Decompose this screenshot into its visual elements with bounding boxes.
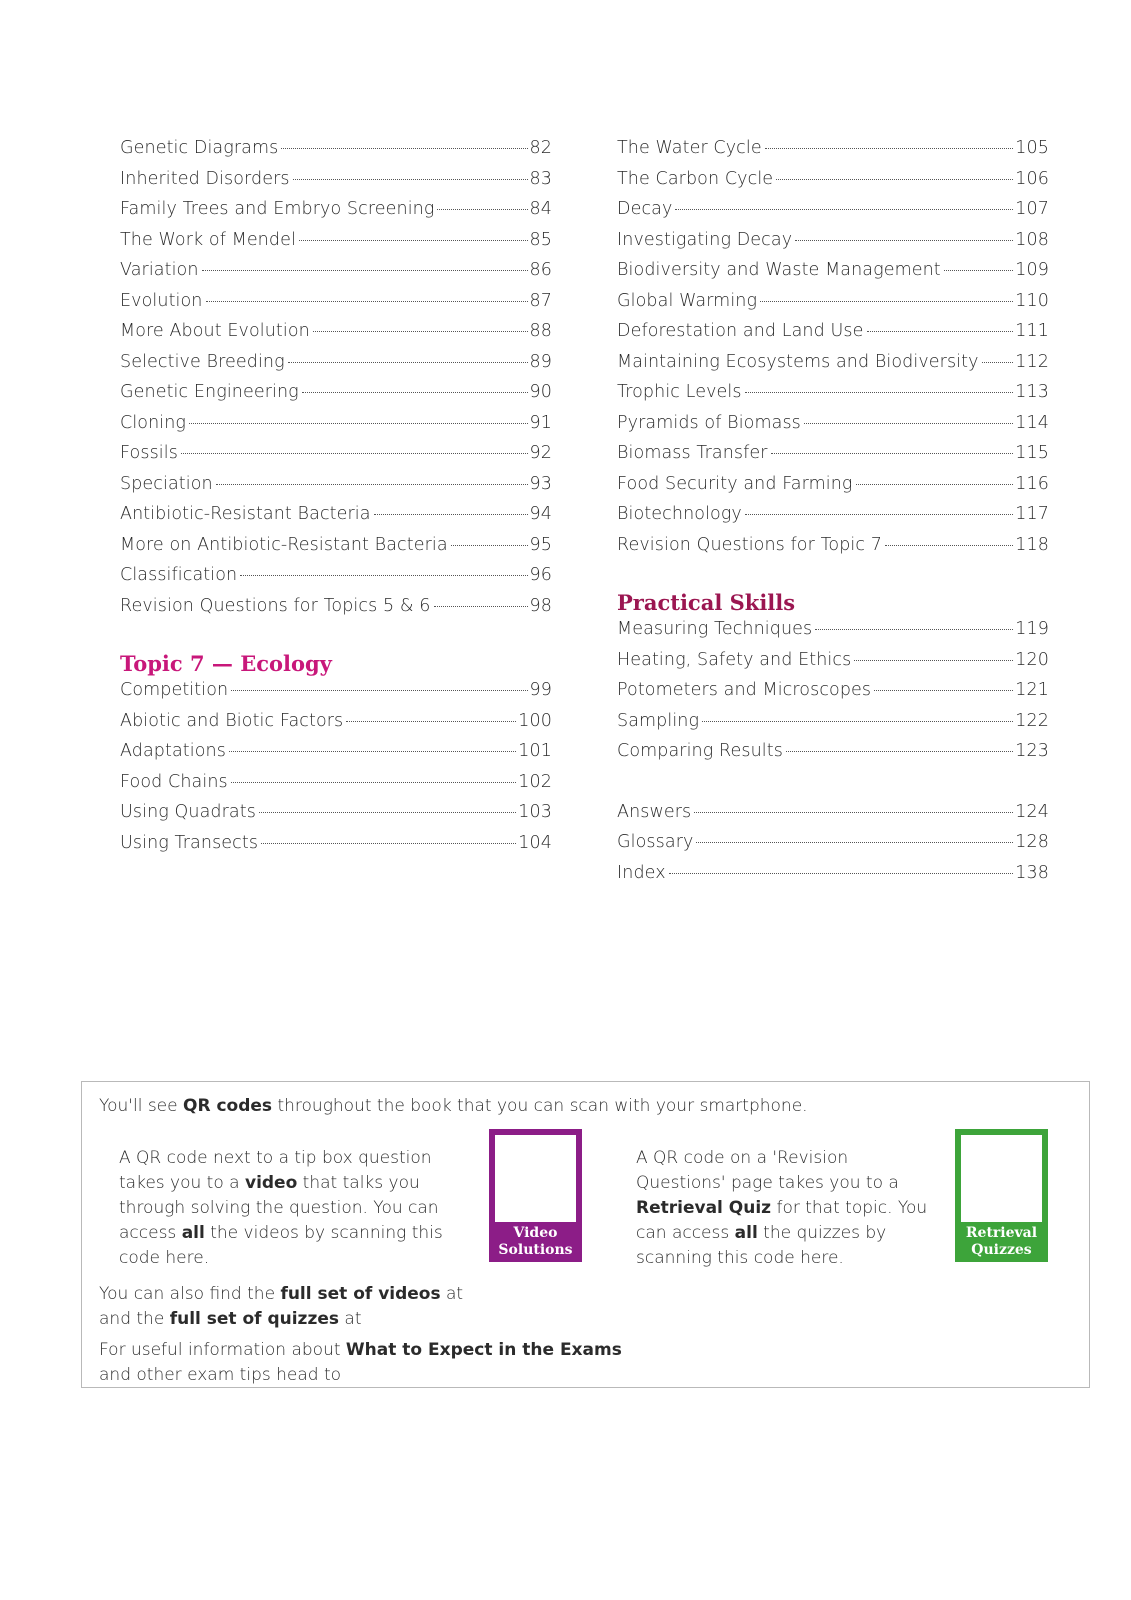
toc-entry-title: Genetic Engineering: [120, 382, 299, 402]
text-bold: full set of videos: [280, 1284, 441, 1304]
toc-entry[interactable]: [617, 535, 1049, 566]
toc-entry-title: Evolution: [120, 290, 203, 311]
toc-entry[interactable]: [617, 291, 1049, 322]
toc-entry[interactable]: [120, 741, 552, 772]
toc-entry-page: 83: [529, 168, 552, 189]
toc-entry-title: Competition: [120, 680, 229, 700]
toc-entry-title: Answers: [617, 801, 692, 822]
text: A QR code on a 'Revision Questions' page takes you to a: [636, 1148, 899, 1193]
toc-entry-title: Revision Questions for Topic 7: [617, 534, 882, 555]
dot-leader: [675, 209, 1013, 210]
toc-entry-page: 82: [529, 138, 552, 158]
toc-entry-page: 108: [1015, 229, 1049, 250]
dot-leader: [874, 690, 1013, 691]
toc-entry-title: Speciation: [120, 473, 213, 494]
toc-entry-page: 104: [518, 832, 552, 853]
toc-entry-page: 96: [529, 565, 552, 585]
toc-entry-title: Decay: [617, 199, 673, 219]
quiz-qr-description: [636, 1146, 936, 1271]
qr-tile-label-line: Video: [513, 1225, 558, 1241]
dot-leader: [202, 270, 528, 271]
toc-entry-page: 88: [529, 321, 552, 341]
toc-entry-page: 138: [1015, 862, 1049, 883]
toc-entry-title: Measuring Techniques: [617, 619, 813, 639]
toc-entry-title: The Water Cycle: [617, 138, 762, 158]
toc-entry-page: 120: [1015, 649, 1049, 670]
toc-entry[interactable]: [617, 230, 1049, 261]
dot-leader: [451, 545, 528, 546]
toc-entry-title: Food Chains: [120, 771, 228, 792]
toc-entry[interactable]: [617, 199, 1049, 230]
text-bold: all: [734, 1223, 758, 1243]
video-solutions-qr-code[interactable]: [489, 1129, 582, 1262]
toc-entry-title: More on Antibiotic-Resistant Bacteria: [120, 534, 448, 555]
toc-entry-title: The Work of Mendel: [120, 229, 296, 250]
toc-entry[interactable]: [617, 619, 1049, 650]
qr-tile-label-line: Quizzes: [971, 1242, 1032, 1258]
toc-entry-title: Heating, Safety and Ethics: [617, 649, 852, 670]
toc-entry-title: Classification: [120, 565, 238, 585]
text: For useful information about: [99, 1340, 346, 1360]
toc-entry[interactable]: [617, 802, 1049, 833]
toc-entry-title: Investigating Decay: [617, 229, 793, 250]
qr-tile-label: [955, 1222, 1048, 1262]
text: for that topic. You can access: [636, 1198, 928, 1243]
dot-leader: [765, 148, 1014, 149]
toc-entry[interactable]: [617, 321, 1049, 352]
dot-leader: [776, 179, 1013, 180]
toc-entry-title: More About Evolution: [120, 321, 310, 341]
toc-list-topic-7-continued: [617, 138, 1049, 565]
toc-entry-page: 113: [1015, 382, 1049, 402]
dot-leader: [216, 484, 528, 485]
toc-entry-page: 84: [529, 199, 552, 219]
toc-entry-page: 121: [1015, 680, 1049, 700]
dot-leader: [281, 148, 527, 149]
toc-entry-page: 116: [1015, 473, 1049, 494]
toc-entry-page: 118: [1015, 534, 1049, 555]
dot-leader: [815, 629, 1013, 630]
toc-entry[interactable]: [617, 680, 1049, 711]
toc-entry[interactable]: [617, 650, 1049, 681]
qr-tile-label: [489, 1222, 582, 1262]
toc-entry[interactable]: [617, 352, 1049, 383]
dot-leader: [669, 873, 1014, 874]
toc-entry-title: Biodiversity and Waste Management: [617, 260, 941, 280]
qr-tile-label-line: Retrieval: [965, 1225, 1038, 1241]
toc-list-back-matter: [617, 802, 1049, 894]
dot-leader: [745, 392, 1014, 393]
dot-leader: [434, 606, 528, 607]
toc-entry[interactable]: [120, 199, 552, 230]
qr-intro-text: [99, 1094, 808, 1119]
dot-leader: [374, 514, 528, 515]
toc-entry-title: Deforestation and Land Use: [617, 321, 864, 341]
dot-leader: [795, 240, 1013, 241]
toc-entry-title: Selective Breeding: [120, 351, 285, 372]
toc-entry[interactable]: [120, 711, 552, 742]
toc-entry[interactable]: [617, 260, 1049, 291]
toc-entry-title: Biomass Transfer: [617, 443, 768, 463]
qr-tile-label-line: Solutions: [498, 1242, 573, 1258]
text-bold: QR codes: [183, 1096, 273, 1116]
toc-entry-page: 85: [529, 229, 552, 250]
toc-list-topics-5-6: [120, 138, 552, 626]
dot-leader: [856, 484, 1014, 485]
text: throughout the book that you can scan with your smartphone.: [272, 1096, 808, 1116]
toc-entry-title: Cloning: [120, 412, 187, 433]
qr-code-placeholder: [961, 1135, 1042, 1222]
dot-leader: [944, 270, 1014, 271]
toc-entry[interactable]: [120, 321, 552, 352]
text: You'll see: [99, 1096, 184, 1116]
dot-leader: [702, 721, 1013, 722]
text: A QR code next to a tip box question takes you to a: [119, 1148, 432, 1193]
toc-entry-title: Inherited Disorders: [120, 168, 290, 189]
retrieval-quizzes-qr-code[interactable]: [955, 1129, 1048, 1262]
text: that talks you through solving the question. You can access: [119, 1173, 439, 1243]
dot-leader: [231, 690, 527, 691]
toc-entry[interactable]: [120, 565, 552, 596]
dot-leader: [293, 179, 528, 180]
toc-entry-page: 87: [529, 290, 552, 311]
dot-leader: [696, 842, 1013, 843]
text: the quizzes by scanning this code here.: [636, 1223, 887, 1268]
toc-entry[interactable]: [617, 413, 1049, 444]
dot-leader: [694, 812, 1013, 813]
toc-entry-title: Food Security and Farming: [617, 473, 853, 494]
toc-entry-title: Revision Questions for Topics 5 & 6: [120, 595, 431, 616]
toc-entry[interactable]: [617, 382, 1049, 413]
toc-entry-page: 107: [1015, 199, 1049, 219]
toc-entry[interactable]: [617, 474, 1049, 505]
toc-entry-title: Global Warming: [617, 290, 758, 311]
toc-entry-page: 115: [1015, 443, 1049, 463]
dot-leader: [854, 660, 1013, 661]
toc-entry-title: Family Trees and Embryo Screening: [120, 199, 435, 219]
toc-entry[interactable]: [120, 833, 552, 864]
practical-skills-heading: Practical Skills: [617, 590, 796, 615]
full-set-text: [99, 1282, 463, 1332]
toc-entry-page: 102: [518, 771, 552, 792]
toc-entry-title: Using Transects: [120, 832, 259, 853]
toc-entry[interactable]: [617, 711, 1049, 742]
toc-entry[interactable]: [120, 596, 552, 627]
dot-leader: [288, 362, 528, 363]
toc-entry[interactable]: [617, 741, 1049, 772]
dot-leader: [771, 453, 1014, 454]
toc-entry-title: Variation: [120, 260, 199, 280]
dot-leader: [982, 362, 1014, 363]
toc-list-topic-7: [120, 680, 552, 863]
dot-leader: [206, 301, 528, 302]
text: and other exam tips head to: [99, 1365, 342, 1385]
toc-entry-page: 90: [529, 382, 552, 402]
toc-entry-title: Glossary: [617, 832, 694, 852]
toc-entry-page: 111: [1015, 321, 1049, 341]
toc-entry-title: Fossils: [120, 443, 178, 463]
toc-entry-page: 124: [1015, 801, 1049, 822]
toc-entry-page: 103: [518, 802, 552, 822]
toc-entry-page: 95: [529, 534, 552, 555]
toc-entry-title: Biotechnology: [617, 504, 742, 524]
toc-entry[interactable]: [120, 535, 552, 566]
topic-7-heading: Topic 7 — Ecology: [120, 651, 332, 676]
toc-entry-page: 117: [1015, 504, 1049, 524]
qr-code-placeholder: [495, 1135, 576, 1222]
toc-entry-title: Potometers and Microscopes: [617, 680, 872, 700]
text: the videos by scanning this code here.: [119, 1223, 443, 1268]
text-bold: all: [181, 1223, 205, 1243]
text-bold: full set of quizzes: [169, 1309, 339, 1329]
dot-leader: [437, 209, 527, 210]
toc-list-practical-skills: [617, 619, 1049, 772]
spacer: [617, 772, 1049, 802]
toc-entry-page: 114: [1015, 412, 1049, 433]
toc-entry[interactable]: [120, 169, 552, 200]
toc-entry-title: Maintaining Ecosystems and Biodiversity: [617, 351, 979, 372]
toc-entry[interactable]: [120, 352, 552, 383]
toc-entry-page: 98: [529, 595, 552, 616]
toc-right-column: [617, 138, 1049, 893]
text: at: [339, 1309, 362, 1329]
toc-entry-page: 92: [529, 443, 552, 463]
toc-entry-page: 112: [1015, 351, 1049, 372]
dot-leader: [231, 782, 517, 783]
qr-info-box: [81, 1081, 1090, 1388]
toc-entry-page: 106: [1015, 168, 1049, 189]
text: and the: [99, 1309, 170, 1329]
toc-entry-page: 101: [518, 741, 552, 761]
toc-entry[interactable]: [120, 382, 552, 413]
exam-tips-text: [99, 1338, 639, 1388]
toc-entry-title: Antibiotic-Resistant Bacteria: [120, 504, 371, 524]
toc-entry[interactable]: [617, 443, 1049, 474]
toc-entry-title: Pyramids of Biomass: [617, 412, 801, 433]
text-bold: Retrieval Quiz: [636, 1198, 772, 1218]
toc-entry[interactable]: [120, 291, 552, 322]
toc-entry[interactable]: [120, 413, 552, 444]
toc-entry-page: 89: [529, 351, 552, 372]
full-set-quizzes-line: [99, 1307, 463, 1332]
toc-entry-title: Adaptations: [120, 741, 226, 761]
toc-entry-page: 123: [1015, 741, 1049, 761]
toc-entry[interactable]: [120, 443, 552, 474]
toc-entry-title: Trophic Levels: [617, 382, 742, 402]
video-qr-description: [119, 1146, 464, 1271]
dot-leader: [302, 392, 528, 393]
full-set-videos-line: [99, 1282, 463, 1307]
dot-leader: [261, 843, 516, 844]
dot-leader: [299, 240, 528, 241]
toc-entry-page: 93: [529, 473, 552, 494]
toc-entry-title: Abiotic and Biotic Factors: [120, 710, 344, 731]
toc-entry[interactable]: [617, 863, 1049, 894]
dot-leader: [885, 545, 1013, 546]
text-bold: What to Expect in the Exams: [345, 1340, 622, 1360]
dot-leader: [346, 721, 516, 722]
toc-entry-title: Using Quadrats: [120, 802, 256, 822]
toc-entry[interactable]: [617, 832, 1049, 863]
toc-entry-page: 91: [529, 412, 552, 433]
toc-entry[interactable]: [120, 504, 552, 535]
toc-entry-title: Genetic Diagrams: [120, 138, 279, 158]
toc-entry-page: 122: [1015, 710, 1049, 731]
toc-entry[interactable]: [120, 474, 552, 505]
toc-entry-page: 99: [529, 680, 552, 700]
toc-entry-page: 105: [1015, 138, 1049, 158]
toc-entry[interactable]: [617, 504, 1049, 535]
toc-entry-page: 128: [1015, 832, 1049, 852]
dot-leader: [804, 423, 1013, 424]
dot-leader: [786, 751, 1013, 752]
text: at: [440, 1284, 464, 1304]
dot-leader: [760, 301, 1013, 302]
toc-entry-title: Comparing Results: [617, 741, 783, 761]
toc-entry[interactable]: [120, 138, 552, 169]
toc-entry-page: 119: [1015, 619, 1049, 639]
toc-left-column: [120, 138, 552, 863]
toc-entry-page: 100: [518, 710, 552, 731]
dot-leader: [189, 423, 527, 424]
dot-leader: [313, 331, 528, 332]
dot-leader: [240, 575, 527, 576]
toc-entry[interactable]: [617, 169, 1049, 200]
toc-entry-title: The Carbon Cycle: [617, 168, 774, 189]
toc-entry[interactable]: [617, 138, 1049, 169]
toc-entry-page: 109: [1015, 260, 1049, 280]
dot-leader: [229, 751, 516, 752]
toc-entry-title: Sampling: [617, 710, 700, 731]
dot-leader: [181, 453, 528, 454]
text: You can also find the: [99, 1284, 281, 1304]
toc-entry[interactable]: [120, 772, 552, 803]
toc-entry-title: Index: [617, 862, 666, 883]
toc-entry-page: 110: [1015, 290, 1049, 311]
toc-entry[interactable]: [120, 260, 552, 291]
dot-leader: [867, 331, 1014, 332]
toc-entry[interactable]: [120, 230, 552, 261]
text-bold: video: [244, 1173, 298, 1193]
dot-leader: [745, 514, 1013, 515]
dot-leader: [259, 812, 516, 813]
toc-entry[interactable]: [120, 802, 552, 833]
toc-entry-page: 86: [529, 260, 552, 280]
toc-entry[interactable]: [120, 680, 552, 711]
toc-entry-page: 94: [529, 504, 552, 524]
